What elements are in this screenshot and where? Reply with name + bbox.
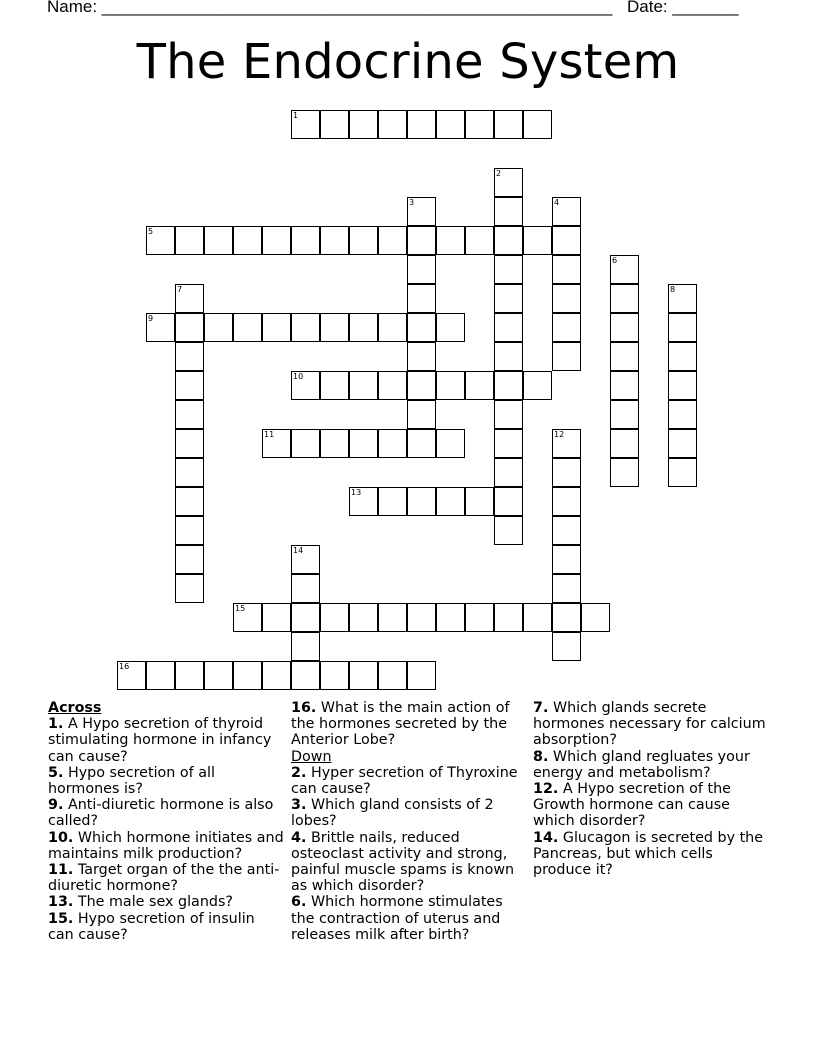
crossword-cell[interactable] bbox=[378, 603, 407, 632]
crossword-cell[interactable] bbox=[494, 371, 523, 400]
crossword-cell[interactable] bbox=[204, 661, 233, 690]
clue-across-9: 9. Anti-diuretic hormone is also called? bbox=[48, 797, 274, 830]
clues-column-2 bbox=[291, 700, 523, 943]
crossword-cell[interactable] bbox=[320, 429, 349, 458]
crossword-cell[interactable] bbox=[523, 371, 552, 400]
crossword-cell[interactable] bbox=[378, 313, 407, 342]
crossword-cell[interactable] bbox=[291, 429, 320, 458]
crossword-cell[interactable] bbox=[262, 603, 291, 632]
crossword-cell[interactable] bbox=[407, 371, 436, 400]
clue-number: 15 bbox=[235, 604, 246, 613]
crossword-cell[interactable] bbox=[320, 110, 349, 139]
crossword-cell[interactable] bbox=[494, 255, 523, 284]
crossword-cell[interactable] bbox=[494, 458, 523, 487]
crossword-cell[interactable] bbox=[175, 400, 204, 429]
crossword-cell[interactable] bbox=[407, 284, 436, 313]
crossword-cell[interactable] bbox=[378, 661, 407, 690]
crossword-cell[interactable] bbox=[378, 110, 407, 139]
crossword-cell[interactable] bbox=[552, 342, 581, 371]
crossword-cell[interactable] bbox=[291, 313, 320, 342]
crossword-cell[interactable] bbox=[610, 342, 639, 371]
crossword-cell[interactable] bbox=[436, 603, 465, 632]
clue-down-7: 7. Which glands secrete hormones necessary for calcium absorption? bbox=[533, 700, 766, 749]
crossword-cell[interactable] bbox=[349, 371, 378, 400]
clue-down-3: 3. Which gland consists of 2 lobes? bbox=[291, 797, 494, 830]
crossword-cell[interactable] bbox=[262, 661, 291, 690]
clue-number: 12 bbox=[554, 430, 565, 439]
date-field-label: Date: _______ bbox=[627, 0, 739, 16]
clue-down-4: 4. Brittle nails, reduced osteoclast activity and strong, painful muscle spams is known as which disorder? bbox=[291, 829, 515, 895]
crossword-cell[interactable] bbox=[175, 661, 204, 690]
crossword-cell[interactable] bbox=[175, 429, 204, 458]
crossword-cell[interactable] bbox=[436, 110, 465, 139]
crossword-cell[interactable] bbox=[436, 429, 465, 458]
crossword-cell[interactable] bbox=[465, 226, 494, 255]
crossword-cell[interactable] bbox=[552, 429, 581, 458]
crossword-cell[interactable] bbox=[175, 342, 204, 371]
crossword-cell[interactable] bbox=[407, 429, 436, 458]
crossword-cell[interactable] bbox=[610, 371, 639, 400]
crossword-cell[interactable] bbox=[349, 226, 378, 255]
crossword-cell[interactable] bbox=[494, 603, 523, 632]
crossword-cell[interactable] bbox=[349, 110, 378, 139]
crossword-cell[interactable] bbox=[349, 487, 378, 516]
crossword-cell[interactable] bbox=[233, 226, 262, 255]
crossword-cell[interactable] bbox=[233, 313, 262, 342]
crossword-cell[interactable] bbox=[523, 110, 552, 139]
crossword-cell[interactable] bbox=[436, 313, 465, 342]
clue-down-14: 14. Glucagon is secreted by the Pancreas, but which cells produce it? bbox=[533, 829, 764, 879]
crossword-cell[interactable] bbox=[262, 313, 291, 342]
crossword-cell[interactable] bbox=[494, 284, 523, 313]
crossword-cell[interactable] bbox=[378, 371, 407, 400]
clue-number: 3 bbox=[409, 198, 415, 207]
crossword-cell[interactable] bbox=[378, 487, 407, 516]
clue-across-15: 15. Hypo secretion of insulin can cause? bbox=[48, 910, 255, 943]
crossword-cell[interactable] bbox=[407, 487, 436, 516]
clues-column-1 bbox=[48, 700, 284, 943]
crossword-cell[interactable] bbox=[552, 545, 581, 574]
crossword-cell[interactable] bbox=[291, 545, 320, 574]
crossword-cell[interactable] bbox=[552, 226, 581, 255]
crossword-cell[interactable] bbox=[668, 284, 697, 313]
clue-number: 11 bbox=[264, 430, 275, 439]
crossword-cell[interactable] bbox=[175, 574, 204, 603]
crossword-cell[interactable] bbox=[320, 226, 349, 255]
crossword-cell[interactable] bbox=[494, 197, 523, 226]
crossword-cell[interactable] bbox=[552, 313, 581, 342]
crossword-cell[interactable] bbox=[668, 313, 697, 342]
crossword-cell[interactable] bbox=[552, 458, 581, 487]
crossword-cell[interactable] bbox=[552, 284, 581, 313]
clue-number: 14 bbox=[293, 546, 304, 555]
crossword-cell[interactable] bbox=[552, 603, 581, 632]
clue-number: 10 bbox=[293, 372, 304, 381]
crossword-cell[interactable] bbox=[291, 661, 320, 690]
crossword-cell[interactable] bbox=[291, 574, 320, 603]
crossword-cell[interactable] bbox=[523, 603, 552, 632]
crossword-cell[interactable] bbox=[494, 400, 523, 429]
down-heading: Down bbox=[291, 748, 332, 765]
crossword-cell[interactable] bbox=[291, 110, 320, 139]
crossword-cell[interactable] bbox=[291, 603, 320, 632]
crossword-cell[interactable] bbox=[552, 487, 581, 516]
crossword-cell[interactable] bbox=[494, 226, 523, 255]
crossword-cell[interactable] bbox=[407, 400, 436, 429]
crossword-cell[interactable] bbox=[407, 661, 436, 690]
crossword-cell[interactable] bbox=[465, 603, 494, 632]
crossword-cell[interactable] bbox=[349, 313, 378, 342]
crossword-cell[interactable] bbox=[175, 226, 204, 255]
clue-number: 16 bbox=[119, 662, 130, 671]
crossword-cell[interactable] bbox=[668, 371, 697, 400]
clue-number: 13 bbox=[351, 488, 362, 497]
crossword-cell[interactable] bbox=[668, 429, 697, 458]
crossword-cell[interactable] bbox=[407, 342, 436, 371]
crossword-cell[interactable] bbox=[494, 342, 523, 371]
crossword-cell[interactable] bbox=[117, 661, 146, 690]
across-heading: Across bbox=[48, 700, 102, 716]
crossword-cell[interactable] bbox=[175, 371, 204, 400]
crossword-cell[interactable] bbox=[436, 487, 465, 516]
crossword-cell[interactable] bbox=[204, 226, 233, 255]
name-field-label: Name: ______________________________________________________ bbox=[47, 0, 613, 16]
crossword-cell[interactable] bbox=[204, 313, 233, 342]
clue-across-1: 1. A Hypo secretion of thyroid stimulating hormone in infancy can cause? bbox=[48, 716, 272, 765]
clues-column-3 bbox=[533, 700, 773, 878]
crossword-cell[interactable] bbox=[233, 603, 262, 632]
crossword-cell[interactable] bbox=[465, 371, 494, 400]
clue-number: 5 bbox=[148, 227, 154, 236]
crossword-cell[interactable] bbox=[552, 197, 581, 226]
crossword-cell[interactable] bbox=[494, 168, 523, 197]
crossword-cell[interactable] bbox=[175, 284, 204, 313]
clue-number: 6 bbox=[612, 256, 618, 265]
clue-number: 1 bbox=[293, 111, 299, 120]
crossword-cell[interactable] bbox=[552, 255, 581, 284]
crossword-cell[interactable] bbox=[610, 429, 639, 458]
crossword-cell[interactable] bbox=[320, 603, 349, 632]
crossword-cell[interactable] bbox=[552, 632, 581, 661]
crossword-cell[interactable] bbox=[291, 371, 320, 400]
crossword-cell[interactable] bbox=[291, 226, 320, 255]
crossword-cell[interactable] bbox=[146, 661, 175, 690]
crossword-cell[interactable] bbox=[291, 632, 320, 661]
crossword-cell[interactable] bbox=[175, 313, 204, 342]
clue-number: 9 bbox=[148, 314, 154, 323]
clue-number: 4 bbox=[554, 198, 560, 207]
clue-across-5: 5. Hypo secretion of all hormones is? bbox=[48, 764, 215, 798]
crossword-cell[interactable] bbox=[436, 371, 465, 400]
crossword-cell[interactable] bbox=[320, 313, 349, 342]
crossword-cell[interactable] bbox=[378, 429, 407, 458]
crossword-cell[interactable] bbox=[407, 110, 436, 139]
crossword-cell[interactable] bbox=[610, 400, 639, 429]
clue-number: 2 bbox=[496, 169, 502, 178]
crossword-cell[interactable] bbox=[494, 516, 523, 545]
clue-across-13: 13. The male sex glands? bbox=[48, 894, 233, 911]
crossword-cell[interactable] bbox=[175, 487, 204, 516]
crossword-cell[interactable] bbox=[320, 661, 349, 690]
clue-number: 7 bbox=[177, 285, 183, 294]
crossword-cell[interactable] bbox=[349, 661, 378, 690]
crossword-cell[interactable] bbox=[146, 226, 175, 255]
crossword-cell[interactable] bbox=[262, 429, 291, 458]
crossword-cell[interactable] bbox=[668, 458, 697, 487]
crossword-cell[interactable] bbox=[494, 487, 523, 516]
crossword-cell[interactable] bbox=[407, 226, 436, 255]
crossword-cell[interactable] bbox=[610, 284, 639, 313]
crossword-cell[interactable] bbox=[378, 226, 407, 255]
crossword-cell[interactable] bbox=[349, 603, 378, 632]
crossword-cell[interactable] bbox=[494, 429, 523, 458]
page-title: The Endocrine System bbox=[136, 34, 680, 90]
crossword-cell[interactable] bbox=[610, 458, 639, 487]
crossword-cell[interactable] bbox=[407, 255, 436, 284]
crossword-cell[interactable] bbox=[552, 516, 581, 545]
clue-down-6: 6. Which hormone stimulates the contraction of uterus and releases milk after birth? bbox=[291, 894, 503, 943]
crossword-cell[interactable] bbox=[175, 458, 204, 487]
clue-down-8: 8. Which gland regluates your energy and metabolism? bbox=[533, 748, 750, 781]
crossword-cell[interactable] bbox=[668, 342, 697, 371]
clue-across-11: 11. Target organ of the the anti-diuretic hormone? bbox=[48, 862, 280, 895]
crossword-cell[interactable] bbox=[668, 400, 697, 429]
crossword-cell[interactable] bbox=[523, 226, 552, 255]
clue-across-16: 16. What is the main action of the hormones secreted by the Anterior Lobe? bbox=[291, 700, 510, 749]
crossword-cell[interactable] bbox=[320, 371, 349, 400]
crossword-cell[interactable] bbox=[552, 574, 581, 603]
crossword-cell[interactable] bbox=[610, 313, 639, 342]
crossword-cell[interactable] bbox=[610, 255, 639, 284]
clue-number: 8 bbox=[670, 285, 676, 294]
crossword-cell[interactable] bbox=[407, 197, 436, 226]
clue-down-2: 2. Hyper secretion of Thyroxine can cause? bbox=[291, 764, 518, 798]
crossword-cell[interactable] bbox=[262, 226, 291, 255]
crossword-cell[interactable] bbox=[494, 313, 523, 342]
crossword-cell[interactable] bbox=[407, 313, 436, 342]
clue-down-12: 12. A Hypo secretion of the Growth hormone can cause which disorder? bbox=[533, 781, 731, 830]
crossword-cell[interactable] bbox=[494, 110, 523, 139]
crossword-cell[interactable] bbox=[349, 429, 378, 458]
crossword-cell[interactable] bbox=[233, 661, 262, 690]
crossword-cell[interactable] bbox=[175, 545, 204, 574]
crossword-cell[interactable] bbox=[581, 603, 610, 632]
crossword-cell[interactable] bbox=[146, 313, 175, 342]
crossword-cell[interactable] bbox=[407, 603, 436, 632]
clue-across-10: 10. Which hormone initiates and maintains milk production? bbox=[48, 829, 284, 862]
crossword-cell[interactable] bbox=[436, 226, 465, 255]
crossword-cell[interactable] bbox=[465, 110, 494, 139]
crossword-cell[interactable] bbox=[465, 487, 494, 516]
crossword-cell[interactable] bbox=[175, 516, 204, 545]
